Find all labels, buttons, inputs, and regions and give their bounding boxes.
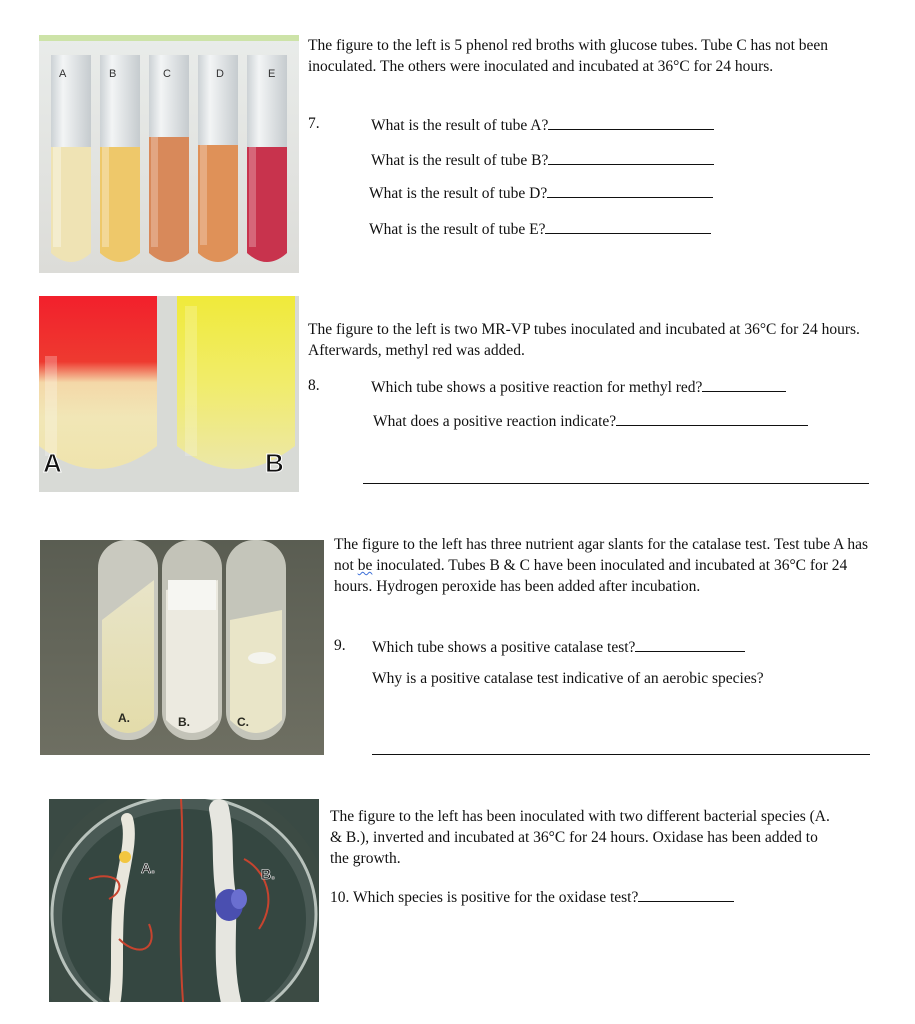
slant-label-c: C. <box>237 715 249 729</box>
answer-blank-7a[interactable] <box>548 115 714 130</box>
section4-description-text: The figure to the left has been inoculated with two different bacterial species (A. & B.), inverted and incubated at 36°C for 24 hours. Oxidase has been added to the growth. <box>330 808 830 867</box>
answer-blank-8a[interactable] <box>702 377 786 392</box>
question-7d-text: What is the result of tube E? <box>369 221 546 238</box>
question-8b <box>373 411 808 431</box>
section3-description-text <box>334 534 879 597</box>
question-9a <box>372 637 745 657</box>
catalase-slants-figure <box>40 540 324 755</box>
question-7b <box>371 150 714 170</box>
section2-description-text: The figure to the left is two MR-VP tubes inoculated and incubated at 36°C for 24 hours. Afterwards, methyl red was added. <box>308 321 860 359</box>
question-8a-text: Which tube shows a positive reaction for methyl red? <box>371 379 703 396</box>
answer-blank-9a[interactable] <box>635 637 745 652</box>
question-10-text: 10. Which species is positive for the oxidase test? <box>330 889 639 906</box>
answer-blank-8b[interactable] <box>616 411 808 426</box>
mrvp-tubes-photo <box>39 296 299 492</box>
slant-label-a: A. <box>118 711 130 725</box>
section2-description <box>308 319 878 361</box>
phenol-red-tubes-photo <box>39 35 299 273</box>
tube-label-b: B <box>109 68 117 80</box>
question-7a-text: What is the result of tube A? <box>371 117 549 134</box>
answer-blank-7c[interactable] <box>547 183 713 198</box>
section3-description-part1: The figure to the left has three nutrient agar slants for the catalase test. Test tube A has not <box>334 536 869 574</box>
answer-blank-7d[interactable] <box>545 219 711 234</box>
tube-label-d: D <box>216 68 224 80</box>
question-9-number: 9. <box>334 637 346 654</box>
phenol-red-tubes-figure <box>39 35 299 273</box>
question-10 <box>330 887 734 907</box>
oxidase-plate-figure <box>49 799 319 1002</box>
section4-description <box>330 806 840 869</box>
tube-label-c: C <box>163 68 171 80</box>
question-8b-text: What does a positive reaction indicate? <box>373 413 617 430</box>
catalase-slants-photo <box>40 540 324 755</box>
question-9b-text: Why is a positive catalase test indicative of an aerobic species? <box>372 670 764 687</box>
slant-label-b: B. <box>178 715 190 729</box>
mrvp-label-b: B <box>265 448 284 478</box>
question-7c <box>369 183 713 203</box>
section1-description <box>308 35 883 77</box>
question-7d <box>369 219 711 239</box>
question-7-number: 7. <box>308 115 320 132</box>
tube-label-a: A <box>59 68 67 80</box>
plate-label-b: B. <box>261 866 275 882</box>
question-8a <box>371 377 786 397</box>
question-9a-text: Which tube shows a positive catalase test? <box>372 639 636 656</box>
question-8-number: 8. <box>308 377 320 394</box>
section1-description-text: The figure to the left is 5 phenol red broths with glucose tubes. Tube C has not been inoculated. The others were inoculated and incubated at 36°C for 24 hours. <box>308 37 829 75</box>
section3-description <box>334 534 879 597</box>
answer-line-9[interactable] <box>372 754 870 755</box>
question-7c-text: What is the result of tube D? <box>369 185 548 202</box>
mrvp-tubes-figure <box>39 296 299 492</box>
answer-blank-10[interactable] <box>638 887 734 902</box>
plate-label-a: A. <box>141 860 155 876</box>
section3-description-part2: inoculated. Tubes B & C have been inoculated and incubated at 36°C for 24 hours. Hydrogen peroxide has been added after incubation. <box>334 557 848 595</box>
mrvp-label-a: A <box>43 448 62 478</box>
tube-label-e: E <box>268 68 276 80</box>
oxidase-plate-photo <box>49 799 319 1002</box>
section3-description-be: be <box>357 557 373 574</box>
question-7b-text: What is the result of tube B? <box>371 152 549 169</box>
question-9b <box>372 670 764 688</box>
question-7a <box>371 115 714 135</box>
answer-blank-7b[interactable] <box>548 150 714 165</box>
answer-line-8[interactable] <box>363 483 869 484</box>
